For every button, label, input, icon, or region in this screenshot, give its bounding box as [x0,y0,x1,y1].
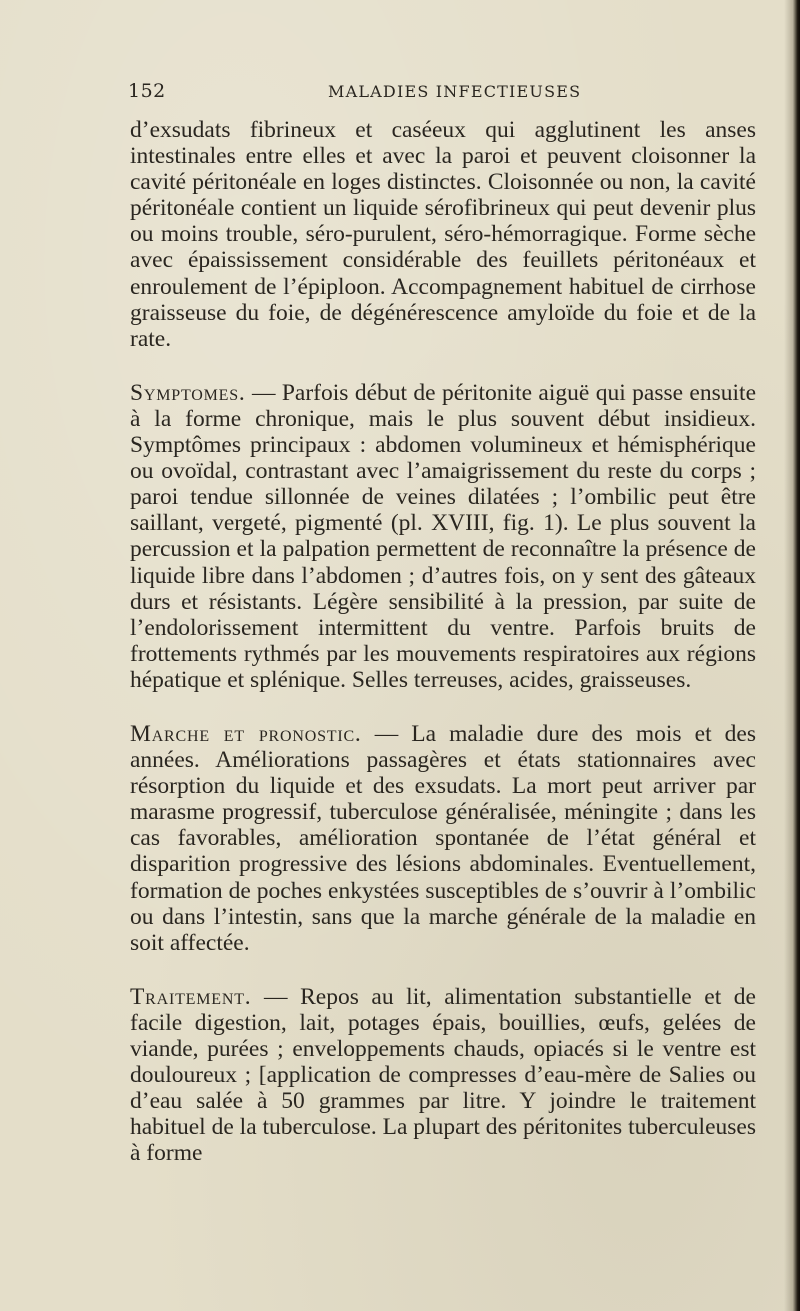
page-header [128,80,756,110]
page-number: 152 [128,80,166,102]
section-heading-symptoms: Symptomes. [130,379,246,406]
paragraph-text: d’exsudats fibrineux et caséeux qui agglutinent les anses intestinales entre elles et avec la paroi et peuvent cloisonner la cavité péritonéale en loges distinctes. Cloisonnée ou non, la cavité péritonéale contient un liquide sérofibrineux qui peut devenir plus ou moins trouble, séro-purulent, séro-hémorragique. Forme sèche avec épaississement considérable des feuillets péritonéaux et enroulement de l’épiploon. Accompagnement habituel de cirrhose graisseuse du foie, de dégénérescence amyloïde du foie et de la rate. [130,117,756,352]
book-spine-shadow [784,0,800,1311]
section-heading-treatment: Traitement. [130,983,252,1010]
running-title: MALADIES INFECTIEUSES [328,82,582,101]
paragraph-treatment [130,984,756,1167]
paragraph-text: — Repos au lit, alimentation substantielle et de facile digestion, lait, potages épais, bouillies, œufs, gelées de viande, purées ; enveloppements chauds, opiacés si le ventre est douloureux ; [application de compresses d’eau-mère de Salies ou d’eau salée à 50 grammes par litre. Y joindre le traitement habituel de la tuberculose. La plupart des péritonites tuberculeuses à forme [130,983,756,1167]
paragraph-text: — La maladie dure des mois et des années. Améliorations passagères et états stationnaires avec résorption du liquide et des exsudats. La mort peut arriver par marasme progressif, tuberculose généralisée, méningite ; dans les cas favorables, amélioration spontanée de l’état général et disparition progressive des lésions abdominales. Eventuellement, formation de poches enkystées susceptibles de s’ouvrir à l’ombilic ou dans l’intestin, sans que la marche générale de la maladie en soit affectée. [130,720,757,956]
section-heading-course-prognosis: Marche et pronostic. [130,720,362,747]
page-body [130,117,756,1194]
paragraph-symptoms [130,380,756,693]
paragraph-text: — Parfois début de péritonite aiguë qui passe ensuite à la forme chronique, mais le plus souvent début insidieux. Symptômes principaux : abdomen volumineux et hémisphérique ou ovoïdal, contrastant avec l’amaigrissement du reste du corps ; paroi tendue sillonnée de veines dilatées ; l’ombilic peut être saillant, vergeté, pigmenté (pl. XVIII, fig. 1). Le plus souvent la percussion et la palpation permettent de reconnaître la présence de liquide libre dans l’abdomen ; d’autres fois, on y sent des gâteaux durs et résistants. Légère sensibilité à la pression, par suite de l’endolorissement intermittent du ventre. Parfois bruits de frottements rythmés par les mouvements respiratoires aux régions hépatique et splénique. Selles terreuses, acides, graisseuses. [130,379,756,693]
paragraph-course-prognosis [130,721,756,956]
paragraph-anatomy [130,117,756,352]
